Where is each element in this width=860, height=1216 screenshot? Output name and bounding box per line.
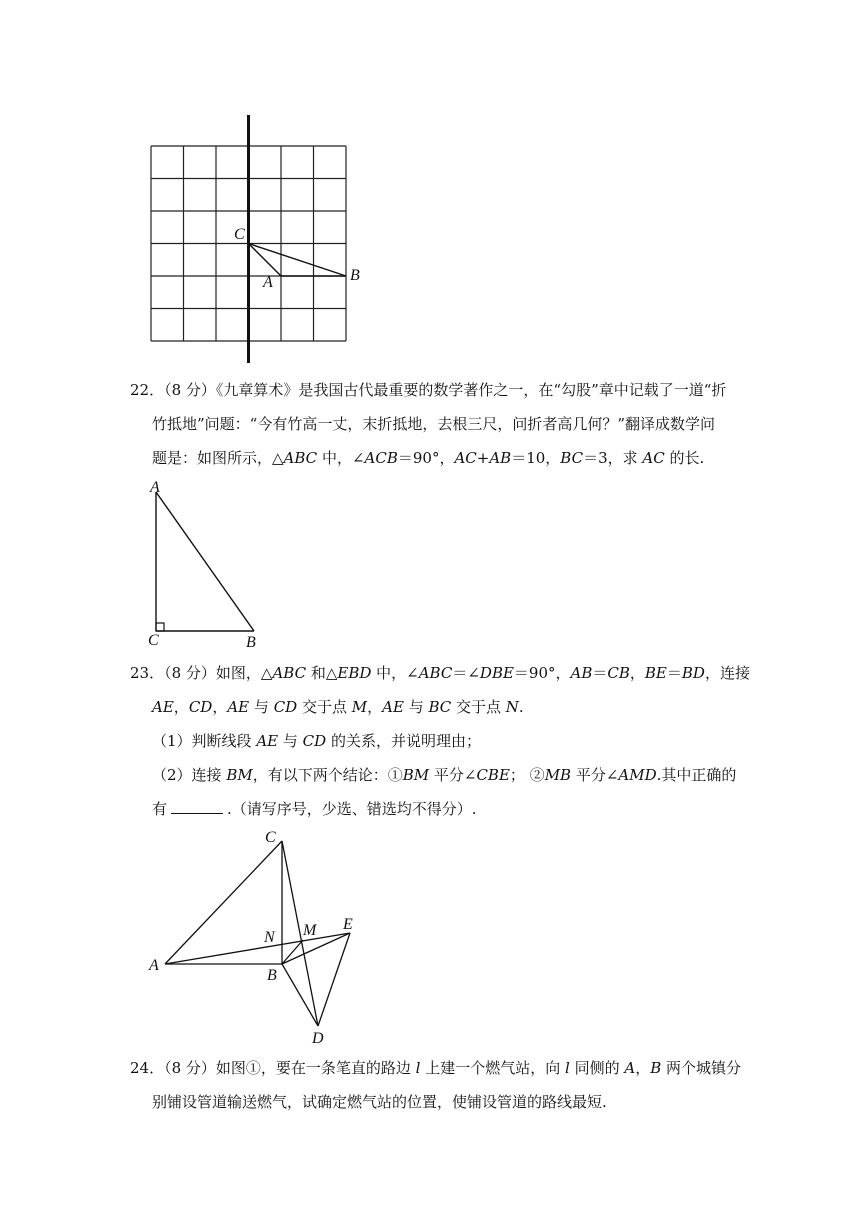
- point-label-m: M: [303, 922, 317, 939]
- q23-line-2: AE，CD，AE 与 CD 交于点 M，AE 与 BC 交于点 N.: [152, 698, 524, 716]
- triangle-acb: [156, 492, 254, 631]
- point-label-a: A: [263, 274, 273, 291]
- q22-line-3: 题是：如图所示，△ABC 中，∠ACB＝90°，AC+AB＝10，BC＝3，求 AC 的长.: [152, 449, 705, 467]
- right-angle-mark: [156, 623, 164, 631]
- q23-sub-2: （2）连接 BM，有以下两个结论：①BM 平分∠CBE； ②MB 平分∠AMD.其中正确的: [152, 766, 737, 784]
- triangles-figure: [145, 825, 365, 1050]
- point-label-c: C: [148, 632, 159, 649]
- figure-segments: [165, 841, 350, 1026]
- point-label-c: C: [234, 226, 245, 243]
- right-triangle-figure: [140, 478, 280, 650]
- point-label-c: C: [265, 829, 276, 846]
- point-label-a: A: [150, 479, 160, 496]
- q24-line-2: 别铺设管道输送燃气，试确定燃气站的位置，使铺设管道的路线最短.: [152, 1093, 607, 1111]
- q22-line-1: 22．（8 分）《九章算术》是我国古代最重要的数学著作之一，在“勾股”章中记载了一道“折: [130, 381, 727, 399]
- point-label-e: E: [343, 916, 353, 933]
- point-label-d: D: [312, 1030, 324, 1047]
- q23-sub-2-answer-line: 有 .（请写序号，少选、错选均不得分）.: [152, 800, 477, 818]
- q23-sub-1: （1）判断线段 AE 与 CD 的关系，并说明理由；: [152, 732, 481, 750]
- answer-blank[interactable]: [171, 799, 223, 814]
- point-label-n: N: [264, 929, 275, 946]
- triangle-cab: [249, 244, 347, 277]
- point-label-a: A: [149, 957, 159, 974]
- q22-line-2: 竹抵地”问题：“今有竹高一丈，末折抵地，去根三尺，问折者高几何？”翻译成数学问: [152, 415, 716, 433]
- q23-line-1: 23．（8 分）如图，△ABC 和△EBD 中，∠ABC＝∠DBE＝90°，AB＝CB，BE＝BD，连接: [130, 664, 750, 682]
- point-label-b: B: [246, 634, 256, 650]
- point-label-b: B: [350, 267, 360, 284]
- grid-figure: [140, 105, 370, 375]
- q24-line-1: 24．（8 分）如图①，要在一条笔直的路边 l 上建一个燃气站，向 l 同侧的 A，B 两个城镇分: [130, 1059, 742, 1077]
- point-label-b: B: [267, 967, 277, 984]
